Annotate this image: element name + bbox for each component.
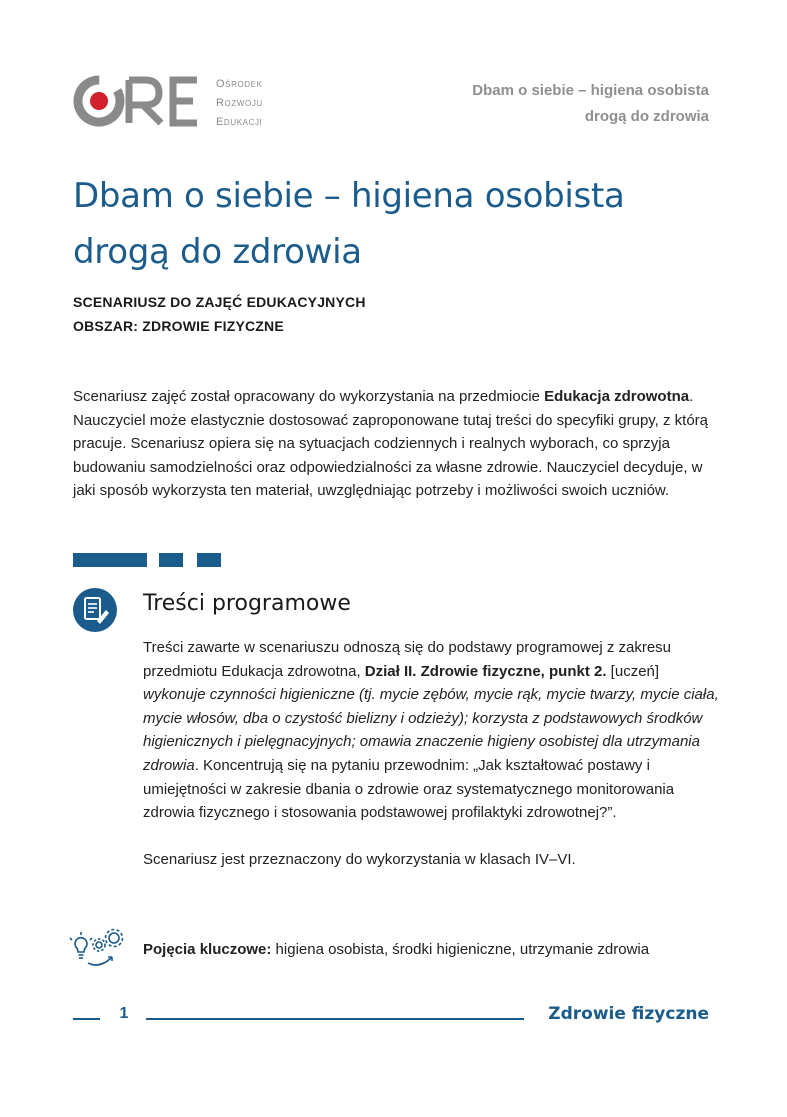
- footer-rule-short: [73, 1018, 100, 1020]
- intro-text-rest: . Nauczyciel może elastycznie dostosować zaproponowane tutaj treści do specyfiki grupy, z którą pracuje. Scenariusz opiera się na sytuacjach codziennych i realnych wyborach, co sprzyja budowaniu samodzielności oraz odpowiedzialności za własne zdrowie. Nauczyciel decyduje, w jaki sposób wykorzysta ten materiał, uwzględniając potrzeby i możliwości swoich uczniów.: [73, 388, 709, 500]
- ore-logo-mark: [73, 72, 213, 134]
- running-header: [472, 78, 709, 130]
- scenario-meta: [73, 290, 366, 338]
- program-content-paragraph: [143, 636, 723, 825]
- divider-bar: [73, 553, 147, 567]
- document-pen-icon: [73, 588, 117, 632]
- logo-sub-line: Ośrodek: [216, 78, 263, 90]
- program-text: Treści zawarte w scenariuszu odnoszą się do podstawy programowej z zakresu przedmiotu Edukacja zdrowotna,: [143, 639, 672, 680]
- program-reference: Dział II. Zdrowie fizyczne, punkt 2.: [364, 662, 607, 680]
- program-text: . Koncentrują się na pytaniu przewodnim: „Jak kształtować postawy i umiejętności w zakresie dbania o zdrowie oraz systematycznego monitorowania zdrowia fizycznego i stosowania podstawowej profilaktyki zdrowotnej?”.: [143, 756, 675, 822]
- intro-subject: Edukacja zdrowotna: [544, 388, 690, 405]
- logo-sub-line: Rozwoju: [216, 97, 263, 109]
- lightbulb-gears-icon: [66, 925, 130, 969]
- logo-subtitle: [216, 75, 263, 132]
- divider-bar: [159, 553, 183, 567]
- key-concepts-label: Pojęcia kluczowe:: [143, 941, 272, 958]
- section-heading: Treści programowe: [143, 591, 351, 616]
- running-header-line2: drogą do zdrowia: [584, 108, 709, 125]
- page-title-line1: Dbam o siebie – higiena osobista: [73, 176, 625, 216]
- ore-logo: [73, 72, 293, 134]
- intro-paragraph: [73, 385, 713, 503]
- page-title: [73, 168, 723, 280]
- page-number: 1: [119, 1005, 129, 1022]
- footer-area-label: Zdrowie fizyczne: [548, 1004, 709, 1024]
- footer-rule-long: [146, 1018, 524, 1020]
- key-concepts-list: higiena osobista, środki higieniczne, utrzymanie zdrowia: [271, 941, 650, 958]
- intro-text: Scenariusz zajęć został opracowany do wykorzystania na przedmiocie: [73, 388, 545, 405]
- section-body: [143, 636, 723, 871]
- program-text: [uczeń]: [606, 662, 660, 680]
- page-title-line2: drogą do zdrowia: [73, 232, 362, 272]
- program-quote: wykonuje czynności higieniczne (tj. mycie zębów, mycie rąk, mycie twarzy, mycie ciała, mycie włosów, dba o czystość bielizny i odzieży); korzysta z podstawowych środków higienicznych i pielęgnacyjnych; omawia znaczenie higieny osobistej dla utrzymania zdrowia: [143, 686, 719, 774]
- key-concepts: [143, 939, 649, 961]
- logo-sub-line: Edukacji: [216, 116, 263, 128]
- scenario-area: OBSZAR: ZDROWIE FIZYCZNE: [73, 318, 284, 334]
- divider-bar: [197, 553, 221, 567]
- scenario-type: SCENARIUSZ DO ZAJĘĆ EDUKACYJNYCH: [73, 294, 366, 310]
- grade-range-paragraph: Scenariusz jest przeznaczony do wykorzystania w klasach IV–VI.: [143, 850, 576, 868]
- running-header-line1: Dbam o siebie – higiena osobista: [472, 82, 709, 99]
